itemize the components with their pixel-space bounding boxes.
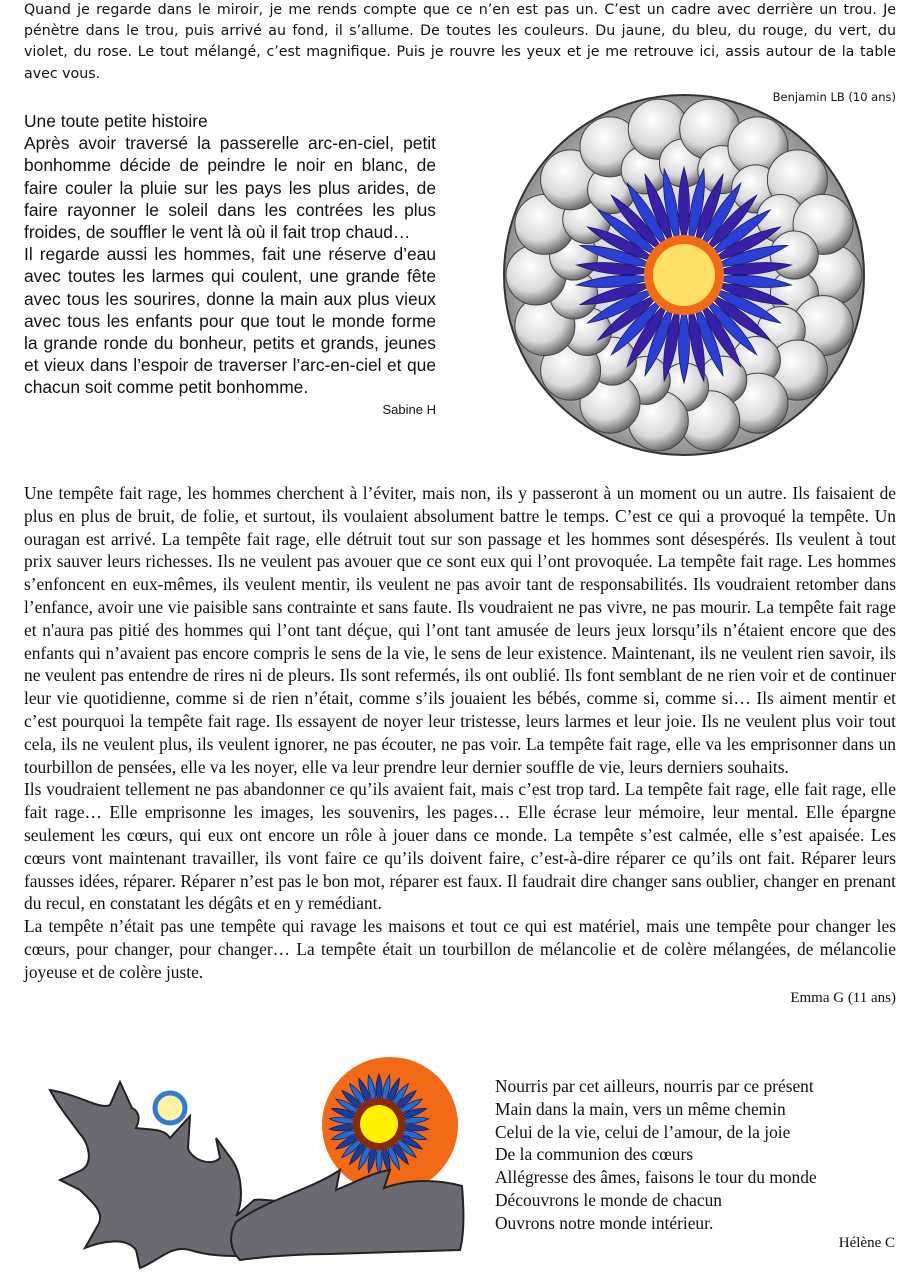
author-signature: Emma G (11 ans) (790, 989, 896, 1006)
yellow-sun-center (360, 1105, 398, 1143)
paragraph: Après avoir traversé la passerelle arc-en-ciel, petit bonhomme décide de peindre le noir en blanc, de faire couler la pluie sur les pays les plus arides, de faire rayonner le soleil dans les contrées les plus froides, de souffler le vent là où il fait trop chaud… (24, 133, 436, 243)
poem-line: Allégresse des âmes, faisons le tour du monde (495, 1167, 817, 1188)
author-signature: Benjamin LB (10 ans) (772, 89, 896, 104)
paragraph: Il regarde aussi les hommes, fait une réserve d’eau avec toutes les larmes qui coulent, une grande fête avec tous les sourires, donne la main aux plus vieux avec tous les enfants pour que tout le monde forme la grande ronde du bonheur, petits et grands, jeunes et vieux dans l’espoir de traverser l’arc-en-ciel et que chacun soit comme petit bonhomme. (24, 244, 436, 398)
text-block-benjamin (24, 0, 896, 104)
mandala-drawing (474, 92, 894, 462)
paragraph: Une tempête fait rage, les hommes cherchent à l’éviter, mais non, ils y passeront à un moment ou un autre. Ils faisaient de plus en plus de bruit, de folie, et surtout, ils voulaient absolument battre le temps. C’est ce qui a provoqué la tempête. Un ouragan est arrivé. La tempête fait rage, elle détruit tout sur son passage et les hommes sont désespérés. Ils veulent à tout prix sauver leurs richesses. Ils ne veulent pas avouer que ce sont eux qui l’ont provoquée. La tempête fait rage. Les hommes s’enfoncent en eux-mêmes, ils veulent mentir, ils veulent ne pas avoir tant de responsabilités. Ils voudraient retomber dans l’enfance, avoir une vie paisible sans contrainte et sans faute. Ils voudraient ne pas vivre, ne pas mourir. La tempête fait rage et n'aura pas pitié des hommes qui l’ont tant déçue, qui l’ont tant amusée de leurs jeux lorsqu’ils n’étaient encore que des enfants qui n’avaient pas encore compris le sens de la vie, le sens de leur existence. Maintenant, ils ne veulent rien savoir, ils ne veulent pas entendre de rires ni de pleurs. Ils sont refermés, ils ont oublié. Ils font semblant de ne rien voir et de continuer leur vie quotidienne, comme si de rien n’était, comme s’ils jouaient les bébés, comme si, comme si… Ils aiment mentir et c’est pourquoi la tempête fait rage. Ils essayent de noyer leur tristesse, leurs larmes et leur joie. Ils ne veulent plus voir tout cela, ils ne veulent plus, ils veulent ignorer, ne pas écouter, ne pas voir. La tempête fait rage, elle va les emprisonner dans un tourbillon de pensées, elle va les noyer, elle va leur prendre leur dernier souffle de vie, leurs derniers souhaits. (24, 483, 896, 777)
story-title: Une toute petite histoire (24, 111, 208, 131)
spiky-shape-right (231, 1170, 463, 1260)
sun-center (653, 244, 715, 306)
small-blue-ring (155, 1093, 185, 1123)
poem-line: Main dans la main, vers un même chemin (495, 1098, 786, 1119)
poem-line: Découvrons le monde de chacun (495, 1189, 722, 1210)
poem-line: Nourris par cet ailleurs, nourris par ce présent (495, 1076, 814, 1096)
author-signature: Hélène C (838, 1234, 895, 1251)
cloud-puff (770, 231, 818, 279)
paragraph: La tempête n’était pas une tempête qui ravage les maisons et tout ce qui est matériel, mais une tempête pour changer les cœurs, pour changer, pour changer… La tempête était un tourbillon de mélancolie et de colère mélangées, de mélancolie joyeuse et de colère juste. (24, 916, 896, 982)
poem-line: Ouvrons notre monde intérieur. (495, 1212, 714, 1233)
poem-line: De la communion des cœurs (495, 1144, 694, 1165)
paragraph: Ils voudraient tellement ne pas abandonner ce qu’ils avaient fait, mais c’est trop tard. La tempête fait rage, elle fait rage, elle fait rage… Elle emprisonne les images, les souvenirs, les pages… Elle écrase leur mémoire, leur mental. Elle épargne seulement les cœurs, qui eux ont encore un rôle à jouer dans ce monde. La tempête s’est calmée, elle s’est apaisée. Les cœurs vont maintenant travailler, ils vont faire ce qu’ils doivent faire, c’est-à-dire réparer ce qu’ils ont fait. Réparer leurs fausses idées, réparer. Réparer n’est pas le bon mot, réparer est faux. Il faudrait dire changer sans oublier, changer en prenant du recul, en constatant les dégâts et en y remédiant. (24, 779, 896, 914)
poem-line: Celui de la vie, celui de l’amour, de la joie (495, 1121, 791, 1142)
poem-block-helene (495, 1075, 895, 1252)
author-signature: Sabine H (382, 401, 436, 417)
text-block-sabine (24, 110, 436, 417)
text-block-emma (24, 482, 896, 1007)
paragraph: Quand je regarde dans le miroir, je me rends compte que ce n’en est pas un. C’est un cadre avec derrière un trou. Je pénètre dans le trou, puis arrivé au fond, il s’allume. De toutes les couleurs. Du jaune, du bleu, du rouge, du vert, du violet, du rose. Le tout mélangé, c’est magnifique. Puis je rouvre les yeux et je me retrouve ici, assis autour de la table avec vous. (24, 2, 896, 82)
sun-and-spikes-drawing (40, 1050, 470, 1275)
